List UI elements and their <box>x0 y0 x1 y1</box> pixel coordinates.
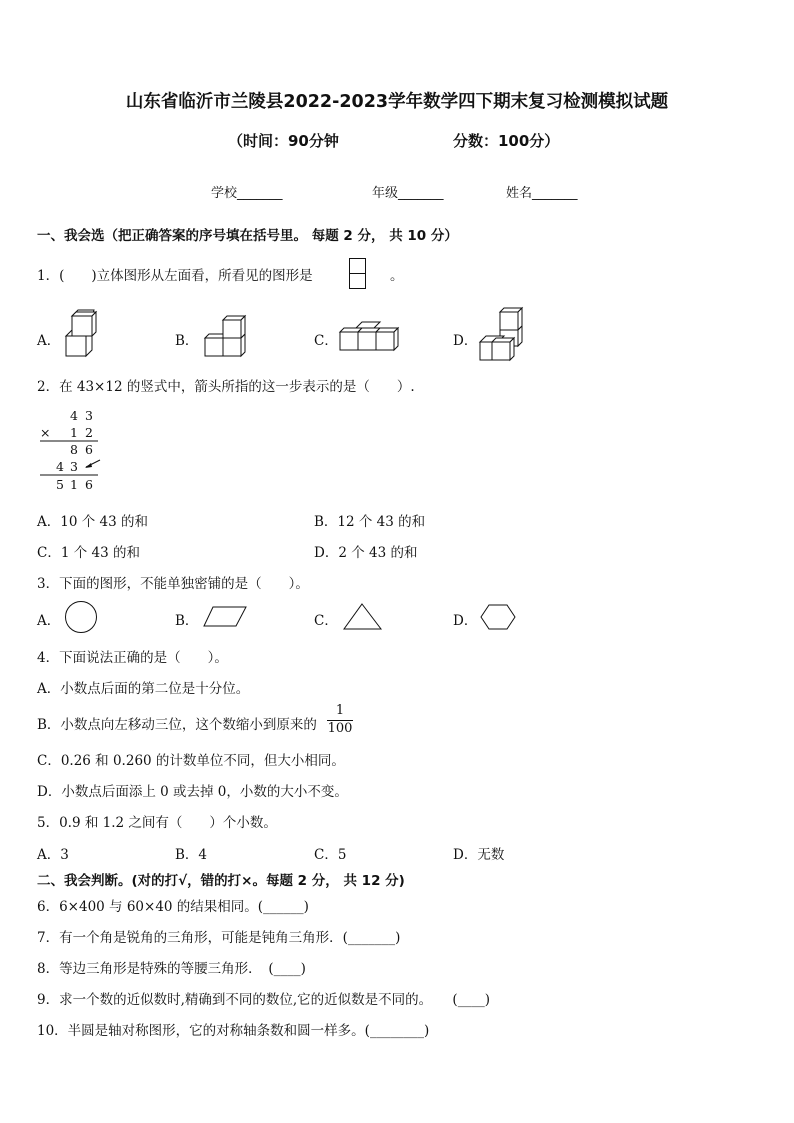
calc-digit: 3 <box>70 459 78 474</box>
q2-option-d: D．2 个 43 的和 <box>314 545 418 561</box>
q2-stem: 2．在 43×12 的竖式中，箭头所指的这一步表示的是（ ）. <box>37 379 415 395</box>
q6-statement: 6．6×400 与 60×40 的结果相同。(______) <box>37 899 309 915</box>
q1-option-c-label: C． <box>314 333 338 349</box>
q4-fraction <box>326 703 354 737</box>
q2-option-a: A．10 个 43 的和 <box>37 514 148 530</box>
page-title: 山东省临沂市兰陵县2022-2023学年数学四下期末复习检测模拟试题 <box>125 92 669 112</box>
q2-option-c: C．1 个 43 的和 <box>37 545 140 561</box>
q9-statement: 9．求一个数的近似数时,精确到不同的数位,它的近似数是不同的。 (____) <box>37 992 490 1008</box>
q1-option-b-cubes <box>203 317 247 359</box>
calc-digit: 2 <box>85 425 93 440</box>
name-field: 姓名_______ <box>506 186 578 201</box>
section-1-heading: 一、我会选（把正确答案的序号填在括号里。 每题 2 分， 共 10 分） <box>37 228 458 244</box>
calc-digit: 4 <box>56 459 64 474</box>
calc-digit: 6 <box>85 442 93 457</box>
q1-option-a-cubes <box>64 309 96 357</box>
q4-stem: 4．下面说法正确的是（ ）。 <box>37 650 228 666</box>
exam-time: （时间：90分钟 <box>228 132 339 150</box>
calc-lines-and-arrow <box>38 438 102 478</box>
fraction-numerator: 1 <box>335 703 345 718</box>
calc-digit: 1 <box>70 425 78 440</box>
q3-option-c-label: C． <box>314 613 338 629</box>
school-field: 学校_______ <box>211 186 283 201</box>
q8-statement: 8．等边三角形是特殊的等腰三角形． (____) <box>37 961 306 977</box>
q4-option-d: D．小数点后面添上 0 或去掉 0，小数的大小不变。 <box>37 784 348 800</box>
fraction-denominator: 100 <box>327 721 353 736</box>
q2-option-b: B．12 个 43 的和 <box>314 514 426 530</box>
q4-option-b: B．小数点向左移动三位，这个数缩小到原来的 <box>37 717 317 733</box>
q3-option-d-label: D． <box>453 613 478 629</box>
q3-option-b-label: B． <box>175 613 199 629</box>
calc-digit: 3 <box>85 408 93 423</box>
q5-option-b: B．4 <box>175 847 208 863</box>
q3-hexagon-shape <box>480 604 516 630</box>
q1-option-d-cubes <box>478 309 526 363</box>
calc-digit: 8 <box>70 442 78 457</box>
q1-stem-end: 。 <box>390 268 404 284</box>
calc-digit: 1 <box>70 477 78 492</box>
q5-option-c: C．5 <box>314 847 347 863</box>
section-2-heading: 二、我会判断。(对的打√，错的打×。每题 2 分， 共 12 分) <box>37 873 405 889</box>
q3-triangle-shape <box>343 603 383 631</box>
calc-times-sign: × <box>40 425 51 440</box>
calc-digit: 4 <box>70 408 78 423</box>
q3-parallelogram-shape <box>203 606 247 628</box>
q1-option-c-cubes <box>338 320 400 352</box>
q5-stem: 5．0.9 和 1.2 之间有（ ）个小数。 <box>37 815 277 831</box>
exam-score: 分数：100分） <box>453 132 560 150</box>
q3-circle-shape <box>64 600 98 634</box>
q5-option-d: D．无数 <box>453 847 505 863</box>
q10-statement: 10．半圆是轴对称图形，它的对称轴条数和圆一样多。(________) <box>37 1023 430 1039</box>
q1-option-b-label: B． <box>175 333 199 349</box>
q1-side-view-figure <box>349 258 367 290</box>
q3-stem: 3．下面的图形，不能单独密铺的是（ ）。 <box>37 576 309 592</box>
q5-option-a: A．3 <box>37 847 69 863</box>
q1-option-d-label: D． <box>453 333 478 349</box>
q1-stem: 1．( )立体图形从左面看，所看见的图形是 <box>37 268 313 284</box>
calc-digit: 5 <box>56 477 64 492</box>
q4-option-c: C．0.26 和 0.260 的计数单位不同，但大小相同。 <box>37 753 345 769</box>
grade-field: 年级_______ <box>372 186 444 201</box>
q1-option-a-label: A． <box>37 333 61 349</box>
q4-option-a: A．小数点后面的第二位是十分位。 <box>37 681 250 697</box>
calc-digit: 6 <box>85 477 93 492</box>
q3-option-a-label: A． <box>37 613 61 629</box>
q7-statement: 7．有一个角是锐角的三角形，可能是钝角三角形．(_______) <box>37 930 401 946</box>
